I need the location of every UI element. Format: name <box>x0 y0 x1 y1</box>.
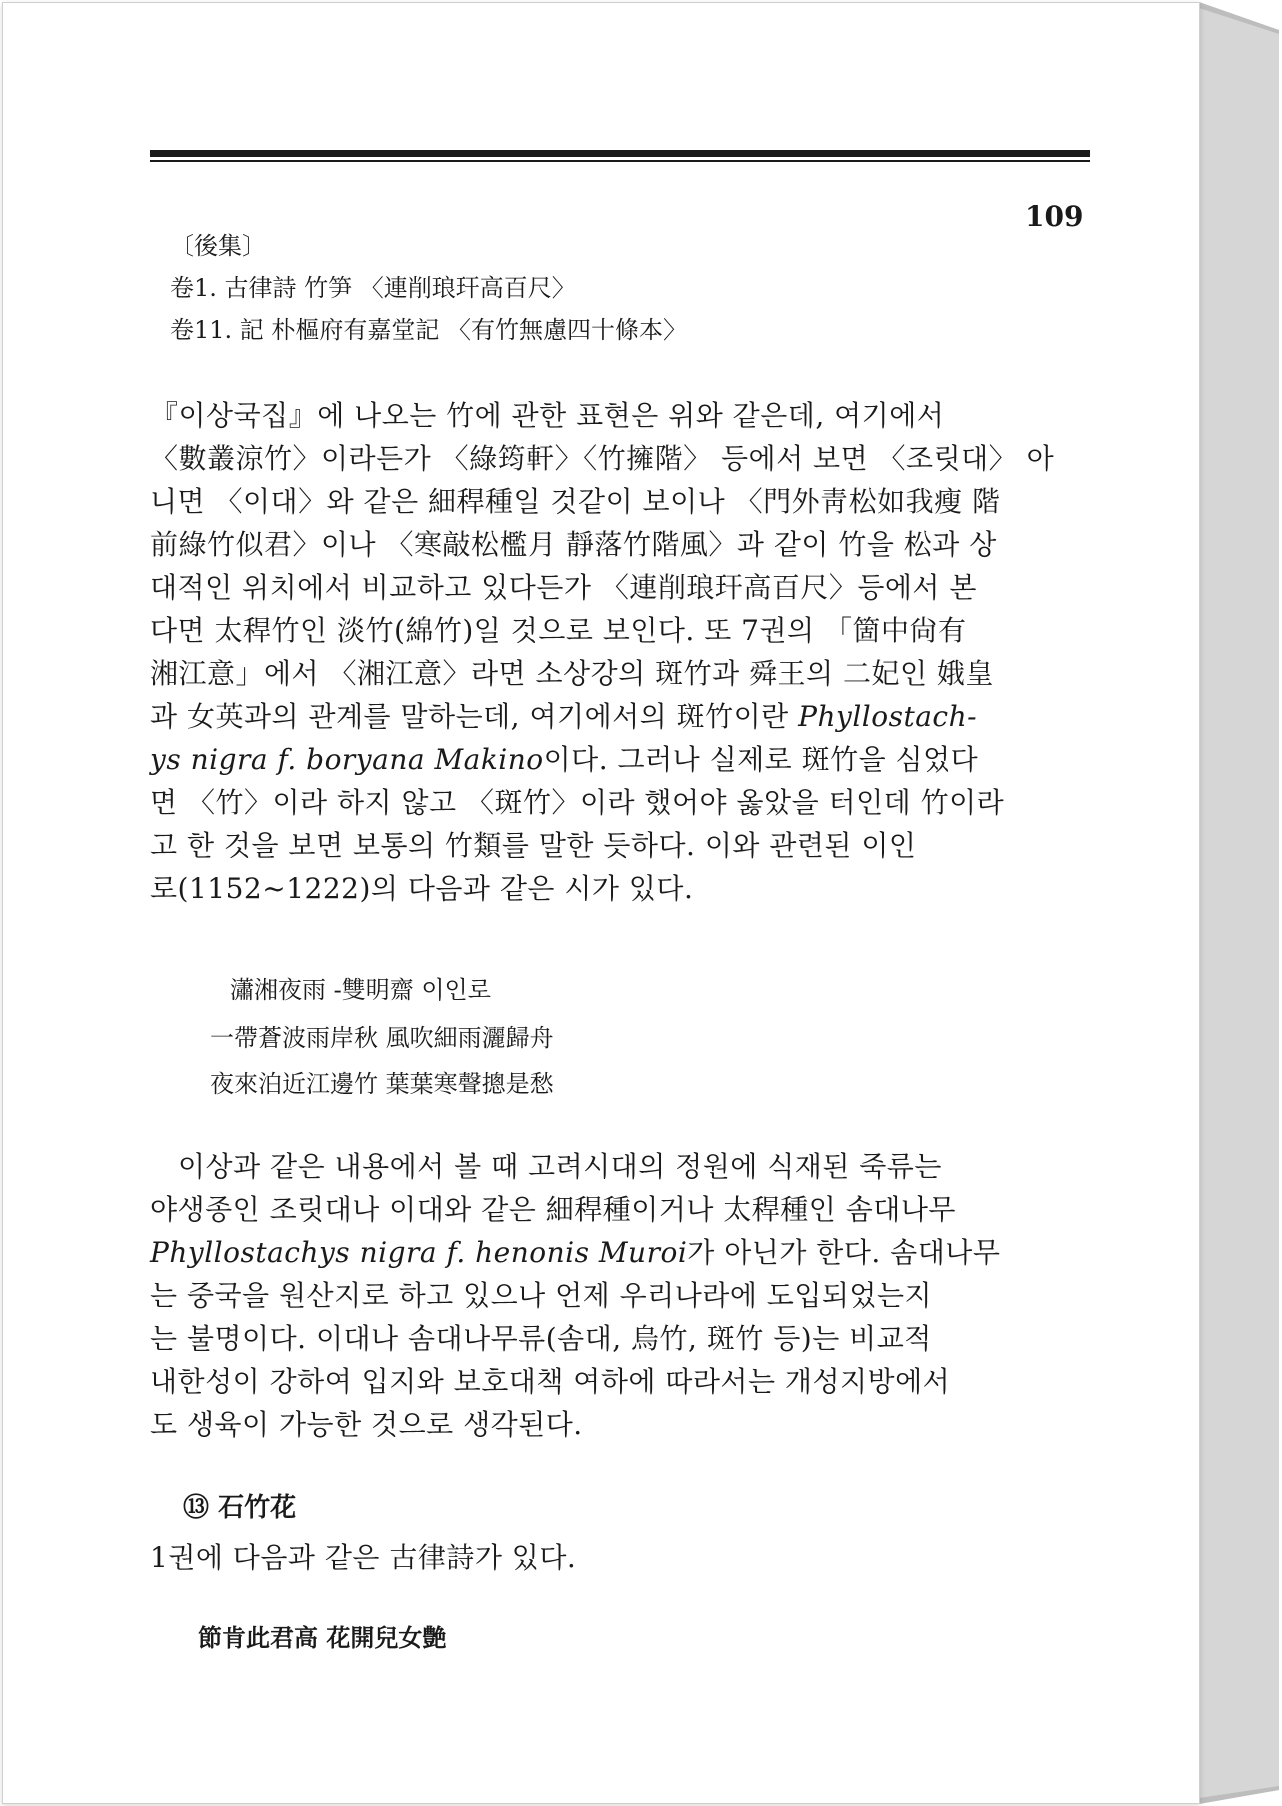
scientific-name: ys nigra f. boryana Makino <box>150 743 544 776</box>
paragraph-line: 는 중국을 원산지로 하고 있으나 언제 우리나라에 도입되었는지 <box>150 1279 933 1312</box>
paragraph-line: 도 생육이 가능한 것으로 생각된다. <box>150 1408 583 1441</box>
paragraph-line: 면 〈竹〉이라 하지 않고 〈斑竹〉이라 했어야 옳았을 터인데 竹이라 <box>150 786 1005 819</box>
poem-line: 夜來泊近江邊竹 葉葉寒聲摠是愁 <box>210 1070 554 1098</box>
section-number: ⑬ <box>183 1493 210 1523</box>
reference-line: 卷11. 記 朴樞府有嘉堂記 〈有竹無慮四十條本〉 <box>170 316 688 344</box>
paragraph-line <box>150 744 1080 776</box>
book-side-edge <box>1199 0 1279 1806</box>
header-rule-thin <box>150 160 1090 162</box>
scientific-name: Phyllostachys nigra f. henonis Muroi <box>150 1236 688 1269</box>
paragraph-line: 다면 太稈竹인 淡竹(綿竹)일 것으로 보인다. 또 7권의 「箇中尙有 <box>150 614 967 647</box>
paragraph-line: 니면 〈이대〉와 같은 細稈種일 것같이 보이나 〈門外靑松如我瘦 階 <box>150 485 1001 518</box>
reference-line: 卷1. 古律詩 竹笋 〈連削琅玕高百尺〉 <box>170 274 576 302</box>
paragraph-line: 〈數叢涼竹〉이라든가 〈綠筠軒〉〈竹擁階〉 등에서 보면 〈조릿대〉 아 <box>150 442 1055 475</box>
paragraph-line <box>150 1237 1080 1269</box>
paragraph-line: 야생종인 조릿대나 이대와 같은 細稈種이거나 太稈種인 솜대나무 <box>150 1193 956 1226</box>
paragraph-line: 湘江意」에서 〈湘江意〉라면 소상강의 斑竹과 舜王의 二妃인 娥皇 <box>150 657 994 690</box>
paragraph-line: 는 불명이다. 이대나 솜대나무류(솜대, 烏竹, 斑竹 등)는 비교적 <box>150 1322 932 1355</box>
paragraph-line: 이상과 같은 내용에서 볼 때 고려시대의 정원에 식재된 죽류는 <box>178 1150 942 1183</box>
poem-line: 節肯此君高 花開兒女艶 <box>198 1623 447 1652</box>
paragraph-line <box>150 701 1080 733</box>
paragraph-text: 이다. 그러나 실제로 斑竹을 심었다 <box>543 743 979 776</box>
section-heading <box>183 1492 296 1524</box>
poem-title: 瀟湘夜雨 -雙明齋 이인로 <box>230 976 491 1004</box>
paragraph-line: 대적인 위치에서 비교하고 있다든가 〈連削琅玕高百尺〉등에서 본 <box>150 571 977 604</box>
paragraph-line: 로(1152~1222)의 다음과 같은 시가 있다. <box>150 872 694 905</box>
poem-line: 一帶蒼波雨岸秋 風吹細雨灑歸舟 <box>210 1024 554 1052</box>
section-intro: 1권에 다음과 같은 古律詩가 있다. <box>150 1541 577 1574</box>
scientific-name: Phyllostach- <box>798 700 978 733</box>
paragraph-line: 前綠竹似君〉이나 〈寒敲松檻月 靜落竹階風〉과 같이 竹을 松과 상 <box>150 528 997 561</box>
paragraph-line: 『이상국집』에 나오는 竹에 관한 표현은 위와 같은데, 여기에서 <box>150 399 945 432</box>
page-number: 109 <box>1025 200 1084 233</box>
paragraph-line: 고 한 것을 보면 보통의 竹類를 말한 듯하다. 이와 관련된 이인 <box>150 829 917 862</box>
header-rule-thick <box>150 150 1090 157</box>
section-title: 石竹花 <box>218 1493 297 1523</box>
paragraph-text: 가 아닌가 한다. 솜대나무 <box>687 1236 1001 1269</box>
reference-line: 〔後集〕 <box>170 232 266 260</box>
paragraph-line: 내한성이 강하여 입지와 보호대책 여하에 따라서는 개성지방에서 <box>150 1365 951 1398</box>
paragraph-text: 과 女英과의 관계를 말하는데, 여기에서의 斑竹이란 <box>150 700 799 733</box>
